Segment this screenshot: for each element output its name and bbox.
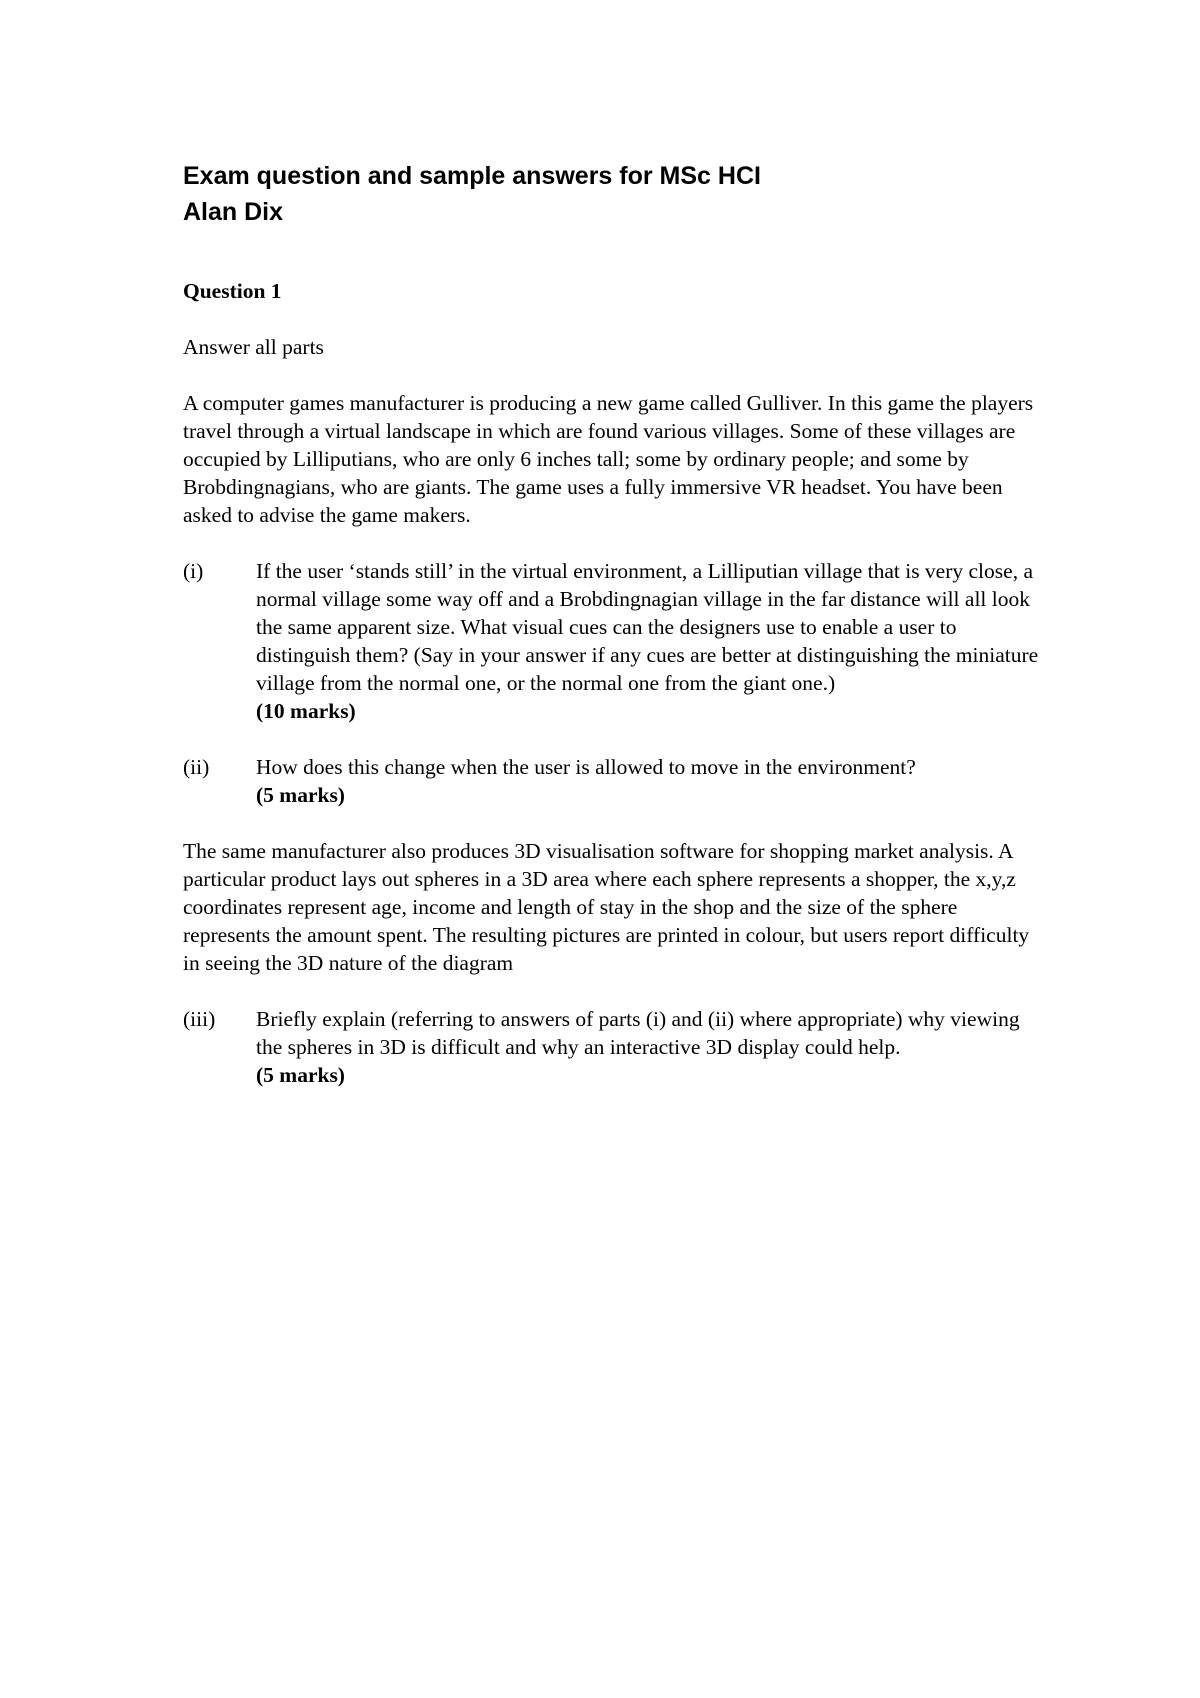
question-part-i: [183, 557, 1043, 725]
instruction-text: Answer all parts: [183, 335, 324, 359]
part-body: [256, 753, 1043, 809]
middle-paragraph: The same manufacturer also produces 3D visualisation software for shopping market analysis. A particular product lays out spheres in a 3D area where each sphere represents a shopper, the x,y,z coordinates represent age, income and length of stay in the shop and the size of the sphere represents the amount spent. The resulting pictures are printed in colour, but users report difficulty in seeing the 3D nature of the diagram: [183, 839, 1030, 975]
document-title: Exam question and sample answers for MSc HCI: [183, 162, 761, 190]
part-number: (iii): [183, 1007, 216, 1031]
part-marks: (5 marks): [256, 783, 345, 807]
part-text: How does this change when the user is allowed to move in the environment?: [256, 755, 916, 779]
part-body: [256, 557, 1043, 725]
document-author: Alan Dix: [183, 198, 284, 226]
question-part-iii: [183, 1005, 1043, 1089]
part-number: (ii): [183, 755, 210, 779]
question-block: [183, 277, 1043, 1089]
part-text: Briefly explain (referring to answers of parts (i) and (ii) where appropriate) why viewing the spheres in 3D is difficult and why an interactive 3D display could help.: [256, 1007, 1020, 1059]
part-marks: (5 marks): [256, 1063, 345, 1087]
intro-paragraph: A computer games manufacturer is producing a new game called Gulliver. In this game the players travel through a virtual landscape in which are found various villages. Some of these villages are occupied by Lilliputians, who are only 6 inches tall; some by ordinary people; and some by Brobdingnagians, who are giants. The game uses a fully immersive VR headset. You have been asked to advise the game makers.: [183, 391, 1034, 527]
part-marks: (10 marks): [256, 699, 356, 723]
question-heading: Question 1: [183, 279, 282, 303]
document-content: [183, 158, 1043, 1117]
part-text: If the user ‘stands still’ in the virtual environment, a Lilliputian village that is very close, a normal village some way off and a Brobdingnagian village in the far distance will all look the same apparent size. What visual cues can the designers use to enable a user to distinguish them? (Say in your answer if any cues are better at distinguishing the miniature village from the normal one, or the normal one from the giant one.): [256, 559, 1039, 695]
question-part-ii: [183, 753, 1043, 809]
part-number: (i): [183, 559, 204, 583]
part-body: [256, 1005, 1043, 1089]
